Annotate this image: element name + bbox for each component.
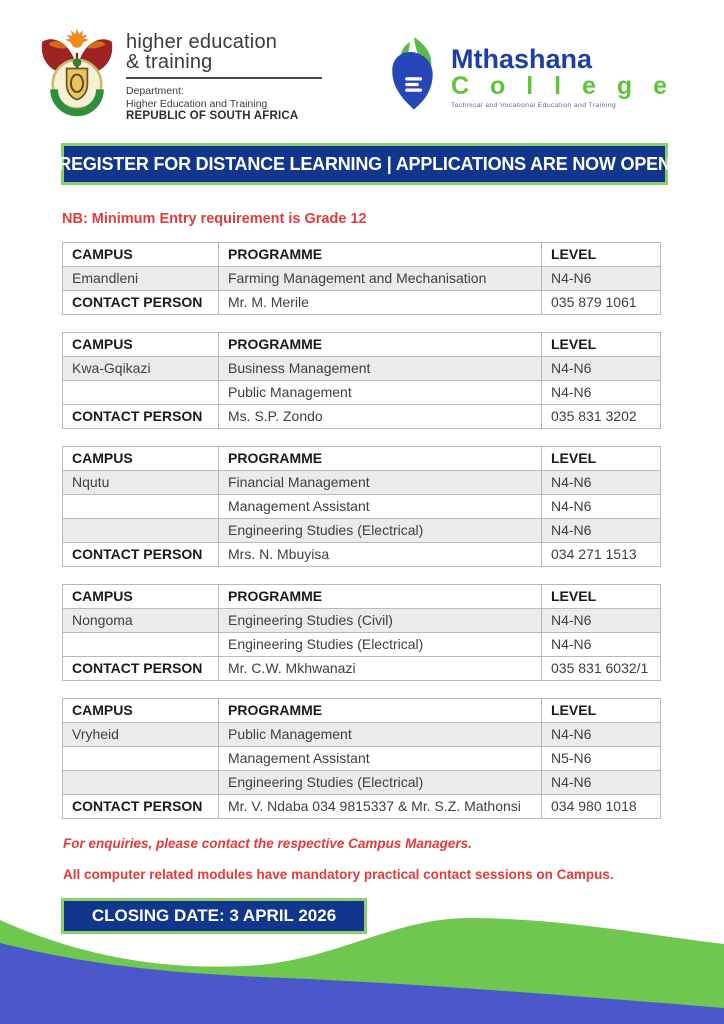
column-header: CAMPUS [63, 447, 219, 471]
college-logo-block [385, 26, 674, 119]
programme-cell: Public Management [219, 381, 542, 405]
table-header-row [63, 447, 661, 471]
level-cell: 034 271 1513 [542, 543, 661, 567]
programme-row [63, 609, 661, 633]
programme-cell: Engineering Studies (Civil) [219, 609, 542, 633]
campus-cell: Vryheid [63, 723, 219, 747]
campus-cell [63, 381, 219, 405]
programme-row [63, 633, 661, 657]
table-header-row [63, 699, 661, 723]
programme-cell: Public Management [219, 723, 542, 747]
programme-cell: Mr. V. Ndaba 034 9815337 & Mr. S.Z. Mathonsi [219, 795, 542, 819]
nb-note: NB: Minimum Entry requirement is Grade 12 [62, 211, 367, 227]
programme-cell: Engineering Studies (Electrical) [219, 771, 542, 795]
level-cell: N4-N6 [542, 357, 661, 381]
column-header: PROGRAMME [219, 699, 542, 723]
level-cell: 035 831 6032/1 [542, 657, 661, 681]
column-header: PROGRAMME [219, 585, 542, 609]
level-cell: N4-N6 [542, 633, 661, 657]
campus-cell: CONTACT PERSON [63, 543, 219, 567]
campus-cell [63, 519, 219, 543]
programme-row [63, 723, 661, 747]
level-cell: N4-N6 [542, 267, 661, 291]
table-header-row [63, 333, 661, 357]
campus-table [62, 332, 661, 429]
college-tagline: Technical and Vocational Education and Training [451, 102, 617, 109]
campus-cell [63, 495, 219, 519]
column-header: PROGRAMME [219, 333, 542, 357]
closing-date-text: CLOSING DATE: 3 APRIL 2026 [91, 906, 337, 925]
table-header-row [63, 243, 661, 267]
campus-table [62, 446, 661, 567]
college-name2: C o l l e g e [451, 72, 674, 100]
programme-row [63, 357, 661, 381]
college-name: Mthashana [451, 44, 593, 74]
sa-coat-of-arms-icon [38, 26, 116, 123]
contact-person-row [63, 405, 661, 429]
programme-row [63, 747, 661, 771]
level-cell: 035 831 3202 [542, 405, 661, 429]
programme-row [63, 495, 661, 519]
table-header-row [63, 585, 661, 609]
contact-person-row [63, 543, 661, 567]
campus-table [62, 698, 661, 819]
column-header: CAMPUS [63, 333, 219, 357]
dhet-logo-block [38, 26, 322, 123]
programme-cell: Business Management [219, 357, 542, 381]
dhet-text-block [126, 26, 322, 122]
campus-cell: CONTACT PERSON [63, 405, 219, 429]
campus-cell: Nongoma [63, 609, 219, 633]
level-cell: N4-N6 [542, 771, 661, 795]
column-header: CAMPUS [63, 585, 219, 609]
programme-cell: Engineering Studies (Electrical) [219, 633, 542, 657]
column-header: LEVEL [542, 333, 661, 357]
programme-cell: Management Assistant [219, 747, 542, 771]
level-cell: N4-N6 [542, 519, 661, 543]
level-cell: N4-N6 [542, 723, 661, 747]
campus-cell: Kwa-Gqikazi [63, 357, 219, 381]
title-banner-text: REGISTER FOR DISTANCE LEARNING | APPLICATIONS ARE NOW OPEN [58, 153, 671, 174]
campus-table [62, 242, 661, 315]
column-header: LEVEL [542, 699, 661, 723]
column-header: LEVEL [542, 447, 661, 471]
programme-row [63, 381, 661, 405]
programme-cell: Engineering Studies (Electrical) [219, 519, 542, 543]
programme-row [63, 267, 661, 291]
programme-row [63, 519, 661, 543]
contact-person-row [63, 795, 661, 819]
campus-cell: CONTACT PERSON [63, 795, 219, 819]
programme-cell: Ms. S.P. Zondo [219, 405, 542, 429]
programme-cell: Mrs. N. Mbuyisa [219, 543, 542, 567]
campus-cell [63, 747, 219, 771]
campus-cell [63, 633, 219, 657]
programme-cell: Financial Management [219, 471, 542, 495]
programme-cell: Mr. M. Merile [219, 291, 542, 315]
programme-cell: Farming Management and Mechanisation [219, 267, 542, 291]
level-cell: 034 980 1018 [542, 795, 661, 819]
level-cell: N4-N6 [542, 495, 661, 519]
title-banner [58, 143, 671, 185]
contact-person-row [63, 657, 661, 681]
header [0, 0, 724, 126]
programme-row [63, 771, 661, 795]
column-header: LEVEL [542, 585, 661, 609]
contact-person-row [63, 291, 661, 315]
column-header: CAMPUS [63, 243, 219, 267]
campus-cell: Nqutu [63, 471, 219, 495]
campus-cell: Emandleni [63, 267, 219, 291]
enquiry-line-1: For enquiries, please contact the respective Campus Managers. [63, 836, 472, 851]
level-cell: N4-N6 [542, 381, 661, 405]
dhet-title-line1: higher education [126, 31, 278, 53]
enquiry-notes [63, 836, 662, 882]
enquiry-line-2: All computer related modules have mandatory practical contact sessions on Campus. [63, 867, 614, 882]
tables [62, 242, 662, 819]
programme-cell: Management Assistant [219, 495, 542, 519]
column-header: PROGRAMME [219, 243, 542, 267]
dhet-divider [126, 77, 322, 79]
level-cell: N5-N6 [542, 747, 661, 771]
college-text-block [451, 34, 674, 109]
column-header: CAMPUS [63, 699, 219, 723]
campus-cell: CONTACT PERSON [63, 657, 219, 681]
level-cell: N4-N6 [542, 471, 661, 495]
dhet-dept-line1: Department: [126, 85, 184, 97]
dhet-title-line2: & training [126, 51, 213, 73]
campus-cell: CONTACT PERSON [63, 291, 219, 315]
footer-wave-graphic [0, 910, 724, 1024]
campus-table [62, 584, 661, 681]
level-cell: 035 879 1061 [542, 291, 661, 315]
level-cell: N4-N6 [542, 609, 661, 633]
campus-cell [63, 771, 219, 795]
programme-cell: Mr. C.W. Mkhwanazi [219, 657, 542, 681]
column-header: PROGRAMME [219, 447, 542, 471]
dhet-dept-line3: REPUBLIC OF SOUTH AFRICA [126, 110, 299, 122]
column-header: LEVEL [542, 243, 661, 267]
mthashana-college-icon [385, 34, 443, 119]
dhet-dept-line2: Higher Education and Training [126, 97, 268, 110]
programme-row [63, 471, 661, 495]
